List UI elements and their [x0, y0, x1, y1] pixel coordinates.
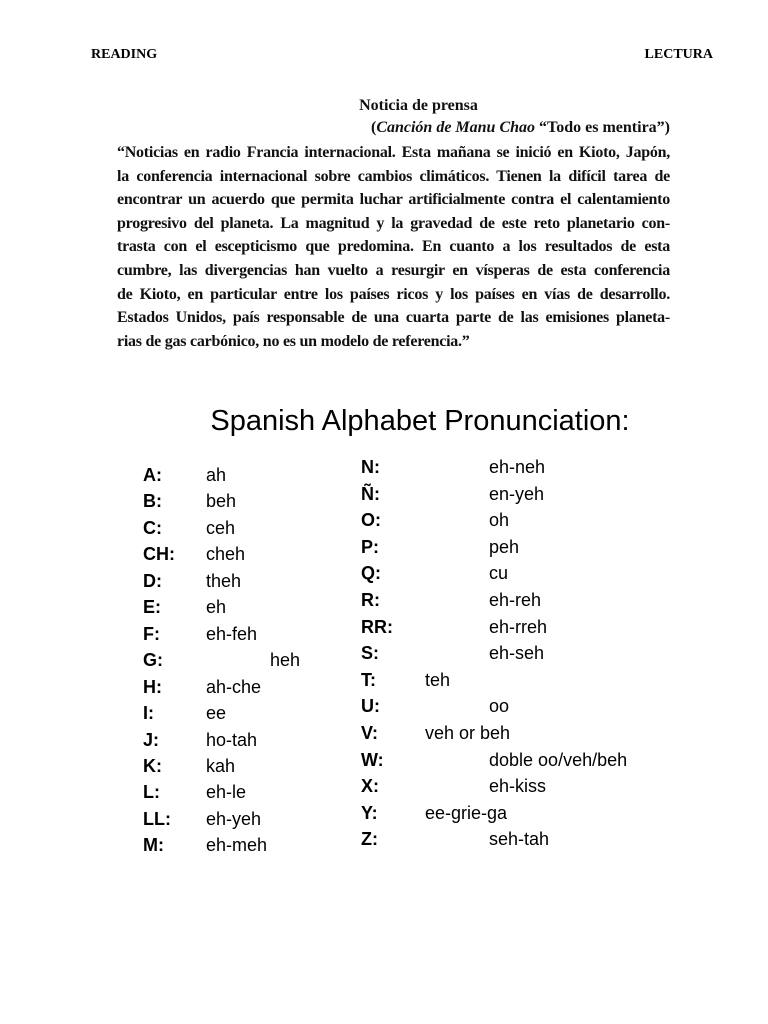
alphabet-letter: Q: — [361, 563, 381, 584]
press-line: la conferencia internacional sobre cambios climáticos. Tienen la difícil tarea de — [117, 167, 670, 185]
alphabet-pronunciation: eh-rreh — [489, 616, 548, 637]
press-line: “Noticias en radio Francia internacional. Esta mañana se inició en Kioto, Japón, — [117, 144, 670, 161]
alphabet-letter: LL: — [143, 808, 171, 829]
alphabet-letter: Y: — [361, 802, 378, 823]
alphabet-letter: S: — [361, 643, 379, 664]
alphabet-pronunciation: ah-che — [206, 676, 262, 697]
alphabet-letter: I: — [143, 703, 154, 724]
alphabet-pronunciation: ceh — [206, 517, 236, 538]
press-line: encontrar un acuerdo que permita luchar artificialmente contra el calentamiento — [117, 191, 670, 209]
alphabet-letter: G: — [143, 650, 163, 671]
press-line: Estados Unidos, país responsable de una cuarta parte de las emisiones planeta- — [117, 309, 670, 327]
alphabet-pronunciation: eh-meh — [206, 835, 268, 856]
alphabet-letter: V: — [361, 723, 379, 743]
press-line: de Kioto, en particular entre los países ricos y los países en vías de desarrollo. — [117, 285, 670, 303]
alphabet-letter: C: — [143, 517, 162, 538]
alphabet-pronunciation: oh — [489, 510, 510, 531]
header-right: LECTURA — [644, 47, 713, 62]
alphabet-pronunciation: eh-yeh — [206, 808, 262, 829]
alphabet-pronunciation: eh — [206, 597, 227, 618]
alphabet-letter: M: — [143, 835, 164, 856]
alphabet-letter: Z: — [361, 829, 378, 850]
press-body — [117, 141, 670, 353]
alphabet-pronunciation: ah — [206, 465, 227, 485]
alphabet-letter: B: — [143, 491, 162, 512]
alphabet-pronunciation: heh — [270, 650, 301, 671]
alphabet-letter: U: — [361, 696, 380, 717]
alphabet-pronunciation: eh-le — [206, 782, 247, 803]
press-line: progresivo del planeta. La magnitud y la gravedad de este reto planetario con- — [117, 214, 670, 232]
press-line: cumbre, las divergencias han vuelto a resurgir en vísperas de esta conferencia — [117, 261, 670, 279]
alphabet-letter: E: — [143, 597, 161, 618]
press-subtitle-rest: “Todo es mentira”) — [535, 119, 670, 136]
alphabet-pronunciation: en-yeh — [489, 483, 545, 504]
alphabet-pronunciation: theh — [206, 570, 242, 591]
alphabet-pronunciation: ho-tah — [206, 729, 258, 750]
alphabet-letter: Ñ: — [361, 483, 380, 504]
press-title: Noticia de prensa — [359, 97, 478, 114]
alphabet-letter: F: — [143, 623, 160, 644]
press-subtitle-open: ( — [370, 119, 377, 136]
alphabet-letter: R: — [361, 590, 380, 610]
alphabet-pronunciation: ee-grie-ga — [425, 802, 508, 823]
alphabet-letter: RR: — [361, 616, 393, 637]
alphabet-pronunciation: cu — [489, 563, 509, 584]
header-left: READING — [91, 47, 158, 62]
press-line: trasta con el escepticismo que predomina. En cuanto a los resultados de esta — [117, 238, 670, 256]
alphabet-letter: CH: — [143, 544, 175, 565]
press-subtitle-song: Canción de Manu Chao — [376, 119, 536, 136]
alphabet-pronunciation: beh — [206, 491, 237, 512]
press-subtitle — [117, 117, 670, 139]
alphabet-letter: X: — [361, 776, 379, 797]
alphabet-letter: H: — [143, 676, 162, 697]
alphabet-letter: J: — [143, 729, 160, 750]
alphabet-letter: W: — [361, 749, 384, 770]
alphabet-pronunciation: veh or beh — [425, 723, 511, 743]
alphabet-letter: L: — [143, 782, 160, 803]
alphabet-pronunciation: ee — [206, 703, 227, 724]
alphabet-pronunciation: eh-kiss — [489, 776, 547, 797]
press-line: rias de gas carbónico, no es un modelo de referencia.” — [117, 332, 470, 350]
alphabet-pronunciation: eh-feh — [206, 623, 258, 644]
alphabet-pronunciation: doble oo/veh/beh — [489, 749, 628, 770]
alphabet-letter: O: — [361, 510, 381, 531]
alphabet-pronunciation: teh — [425, 669, 451, 690]
alphabet-letter: K: — [143, 755, 162, 776]
alphabet-pronunciation: seh-tah — [489, 829, 550, 850]
alphabet-pronunciation: kah — [206, 755, 236, 776]
alphabet-letter: P: — [361, 536, 379, 557]
alphabet-letter: D: — [143, 570, 162, 591]
alphabet-pronunciation: eh-reh — [489, 590, 542, 610]
alphabet-pronunciation: cheh — [206, 544, 246, 565]
alphabet-pronunciation: oo — [489, 696, 510, 717]
alphabet-pronunciation: eh-seh — [489, 643, 545, 664]
alphabet-title: Spanish Alphabet Pronunciation: — [210, 405, 630, 437]
alphabet-letter: A: — [143, 465, 162, 485]
press-excerpt — [117, 95, 670, 353]
alphabet-pronunciation: peh — [489, 536, 520, 557]
alphabet-letter: N: — [361, 457, 380, 477]
alphabet-letter: T: — [361, 669, 376, 690]
alphabet-pronunciation: eh-neh — [489, 457, 546, 477]
